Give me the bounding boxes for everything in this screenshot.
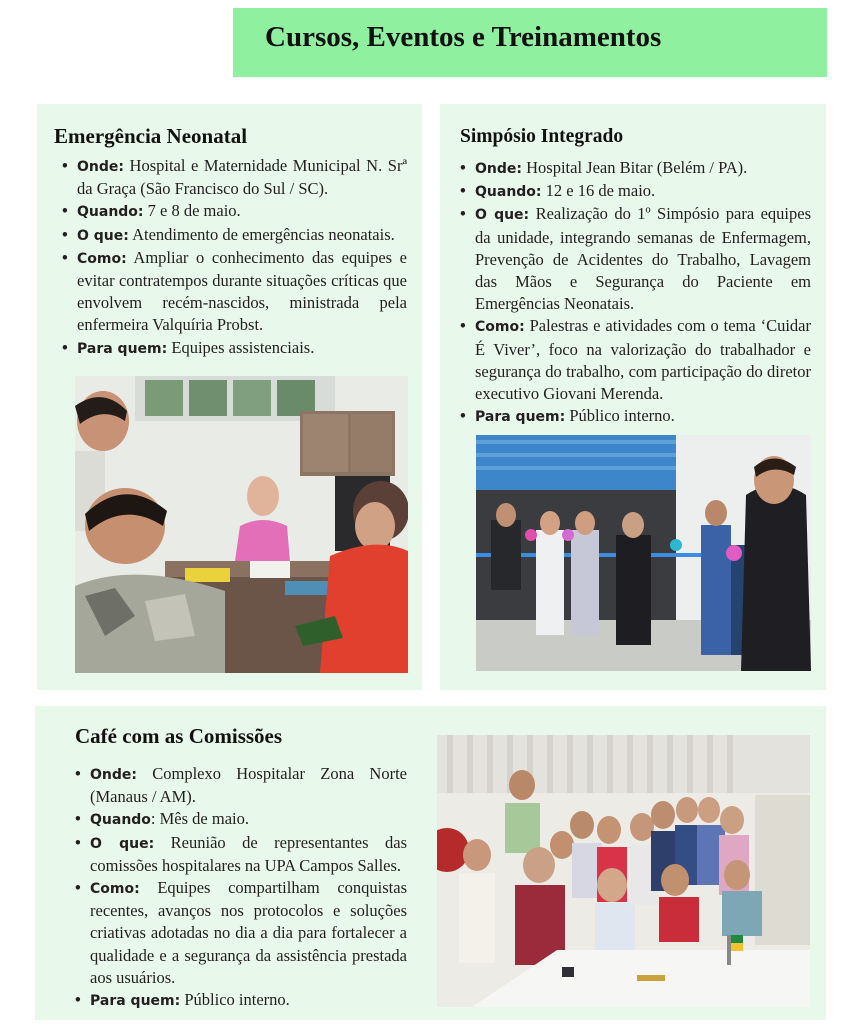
section-simposio-integrado — [440, 104, 826, 690]
info-label: Quando: — [475, 184, 542, 201]
info-item-como — [74, 877, 407, 989]
info-list — [61, 155, 407, 360]
info-text: Equipes assistenciais. — [167, 337, 315, 357]
info-item-quando — [74, 808, 407, 831]
title-banner — [233, 8, 827, 77]
info-label: O que: — [475, 207, 530, 224]
info-item-quando — [61, 200, 407, 223]
info-list — [74, 763, 407, 1012]
photo-emergencia-neonatal — [75, 376, 408, 673]
info-label: O que: — [90, 835, 155, 852]
info-text: Público interno. — [180, 990, 290, 1010]
info-label: Quando: — [77, 204, 144, 221]
info-item-para-quem — [459, 405, 811, 428]
info-text: 7 e 8 de maio. — [143, 201, 241, 221]
info-label: Para quem: — [77, 340, 168, 357]
info-label: Como: — [90, 881, 140, 898]
info-label: Onde: — [77, 159, 124, 175]
info-item-como — [459, 315, 811, 405]
info-label: Como: — [77, 250, 127, 267]
info-text: Ampliar o conhecimento das equipes e evitar contratempos durante situações críticas que envolvem recém-nascidos, ministrada pela enfermeira Valquíria Probst. — [77, 247, 407, 335]
section-title: Café com as Comissões — [75, 724, 283, 748]
info-list — [459, 157, 811, 428]
photo-cafe-com-as-comissoes — [437, 735, 810, 1007]
info-text: Atendimento de emergências neonatais. — [128, 224, 395, 244]
info-label: Onde: — [90, 767, 137, 783]
info-item-o-que — [61, 224, 407, 247]
info-text: Público interno. — [565, 406, 675, 426]
info-text: Hospital Jean Bitar (Belém / PA). — [521, 158, 748, 177]
info-label: Onde: — [475, 161, 522, 177]
info-text: Complexo Hospitalar Zona Norte (Manaus / AM). — [90, 764, 407, 807]
info-item-o-que — [459, 203, 811, 315]
info-label: Para quem: — [90, 993, 181, 1010]
info-text: Reunião de representantes das comissões hospitalares na UPA Campos Salles. — [90, 832, 407, 875]
info-text: Hospital e Maternidade Municipal N. Srª da Graça (São Francisco do Sul / SC). — [77, 156, 407, 199]
photo-simposio-integrado — [476, 435, 811, 671]
info-label: Como: — [475, 319, 525, 336]
info-item-onde — [74, 763, 407, 808]
info-item-para-quem — [74, 989, 407, 1012]
info-text: 12 e 16 de maio. — [541, 181, 656, 201]
info-item-o-que — [74, 832, 407, 877]
info-item-quando — [459, 180, 811, 203]
info-item-como — [61, 247, 407, 337]
info-item-onde — [61, 155, 407, 200]
info-text: Palestras e atividades com o tema ‘Cuidar É Viver’, foco na valorização do trabalhador e segurança do trabalho, com participação do diretor executivo Giovani Merenda. — [475, 316, 811, 404]
info-label: Para quem: — [475, 409, 566, 426]
info-item-para-quem — [61, 337, 407, 360]
section-cafe-com-as-comissoes — [35, 706, 826, 1020]
page-title: Cursos, Eventos e Treinamentos — [265, 21, 662, 53]
section-title: Simpósio Integrado — [460, 126, 624, 147]
section-emergencia-neonatal — [37, 104, 422, 690]
info-label: Quando — [90, 812, 151, 829]
info-label: O que: — [77, 227, 129, 244]
info-item-onde — [459, 157, 811, 180]
info-text: Realização do 1º Simpósio para equipes da unidade, integrando semanas de Enfermagem, Prevenção de Acidentes do Trabalho, Lavagem das Mãos e Segurança do Paciente em Emergências Neonatais. — [475, 204, 812, 314]
section-title: Emergência Neonatal — [54, 124, 248, 148]
info-text: Equipes compartilham conquistas recentes, avanços nos protocolos e soluções criativas adotadas no dia a dia para fortalecer a qualidade e a segurança da assistência prestada aos usuários. — [90, 878, 407, 987]
info-text: : Mês de maio. — [150, 809, 249, 829]
